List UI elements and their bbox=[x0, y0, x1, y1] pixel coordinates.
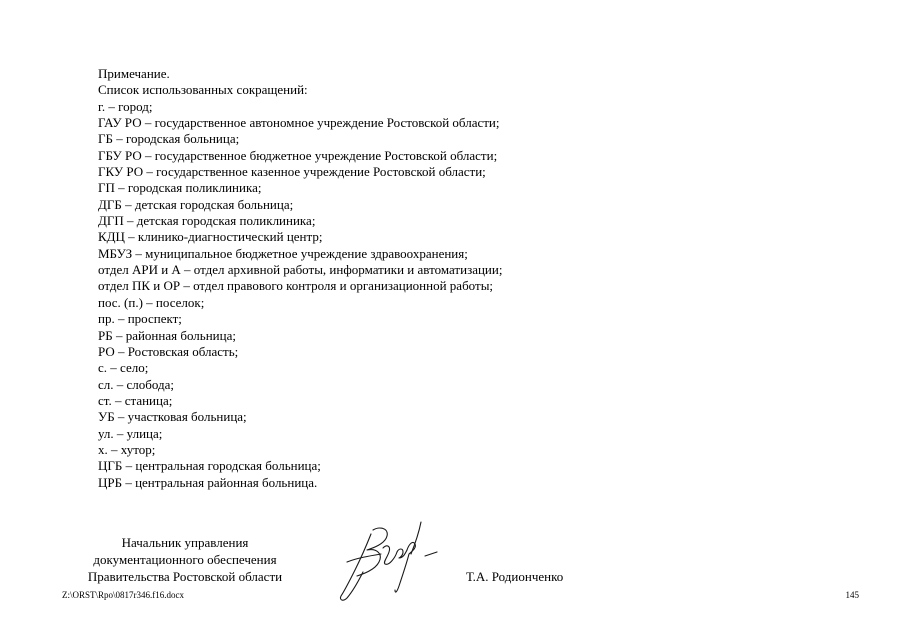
abbreviation-item: ГКУ РО – государственное казенное учреждение Ростовской области; bbox=[98, 164, 486, 180]
signer-title bbox=[40, 534, 330, 585]
abbreviation-item: отдел АРИ и А – отдел архивной работы, информатики и автоматизации; bbox=[98, 262, 503, 278]
page-number: 145 bbox=[845, 590, 859, 600]
abbreviation-item: сл. – слобода; bbox=[98, 376, 175, 392]
signer-title-line: документационного обеспечения bbox=[93, 552, 277, 567]
abbreviation-item: ГБУ РО – государственное бюджетное учреждение Ростовской области; bbox=[98, 147, 498, 163]
abbreviation-item: КДЦ – клинико-диагностический центр; bbox=[98, 229, 323, 245]
abbreviation-item: ул. – улица; bbox=[98, 425, 163, 441]
abbreviation-item: МБУЗ – муниципальное бюджетное учреждение здравоохранения; bbox=[98, 245, 468, 261]
handwritten-signature bbox=[333, 518, 445, 604]
signer-title-line: Начальник управления bbox=[121, 535, 249, 550]
abbreviation-item: УБ – участковая больница; bbox=[98, 409, 247, 425]
signer-title-line: Правительства Ростовской области bbox=[87, 569, 283, 584]
abbreviation-item: ЦРБ – центральная районная больница. bbox=[98, 474, 318, 490]
abbreviation-item: ст. – станица; bbox=[98, 392, 173, 408]
abbreviation-item: отдел ПК и ОР – отдел правового контроля и организационной работы; bbox=[98, 278, 494, 294]
file-path: Z:\ORST\Rpo\0817r346.f16.docx bbox=[62, 590, 184, 600]
abbreviation-item: г. – город; bbox=[98, 98, 153, 114]
abbreviation-item: ГБ – городская больница; bbox=[98, 131, 240, 147]
abbreviation-item: РО – Ростовская область; bbox=[98, 343, 239, 359]
abbreviation-item: с. – село; bbox=[98, 360, 149, 376]
abbreviation-item: ГП – городская поликлиника; bbox=[98, 180, 262, 196]
note-heading: Примечание. bbox=[98, 66, 170, 81]
abbreviation-item: ЦГБ – центральная городская больница; bbox=[98, 458, 321, 474]
note-block bbox=[98, 66, 798, 491]
abbreviation-item: ДГП – детская городская поликлиника; bbox=[98, 213, 316, 229]
abbreviation-item: пр. – проспект; bbox=[98, 311, 182, 327]
signer-name: Т.А. Родионченко bbox=[466, 569, 564, 584]
abbreviation-item: РБ – районная больница; bbox=[98, 327, 236, 343]
abbreviation-item: х. – хутор; bbox=[98, 441, 156, 457]
abbreviation-list-title: Список использованных сокращений: bbox=[98, 82, 308, 98]
abbreviation-item: ДГБ – детская городская больница; bbox=[98, 196, 294, 212]
abbreviation-item: ГАУ РО – государственное автономное учреждение Ростовской области; bbox=[98, 115, 500, 131]
abbreviation-item: пос. (п.) – поселок; bbox=[98, 294, 205, 310]
